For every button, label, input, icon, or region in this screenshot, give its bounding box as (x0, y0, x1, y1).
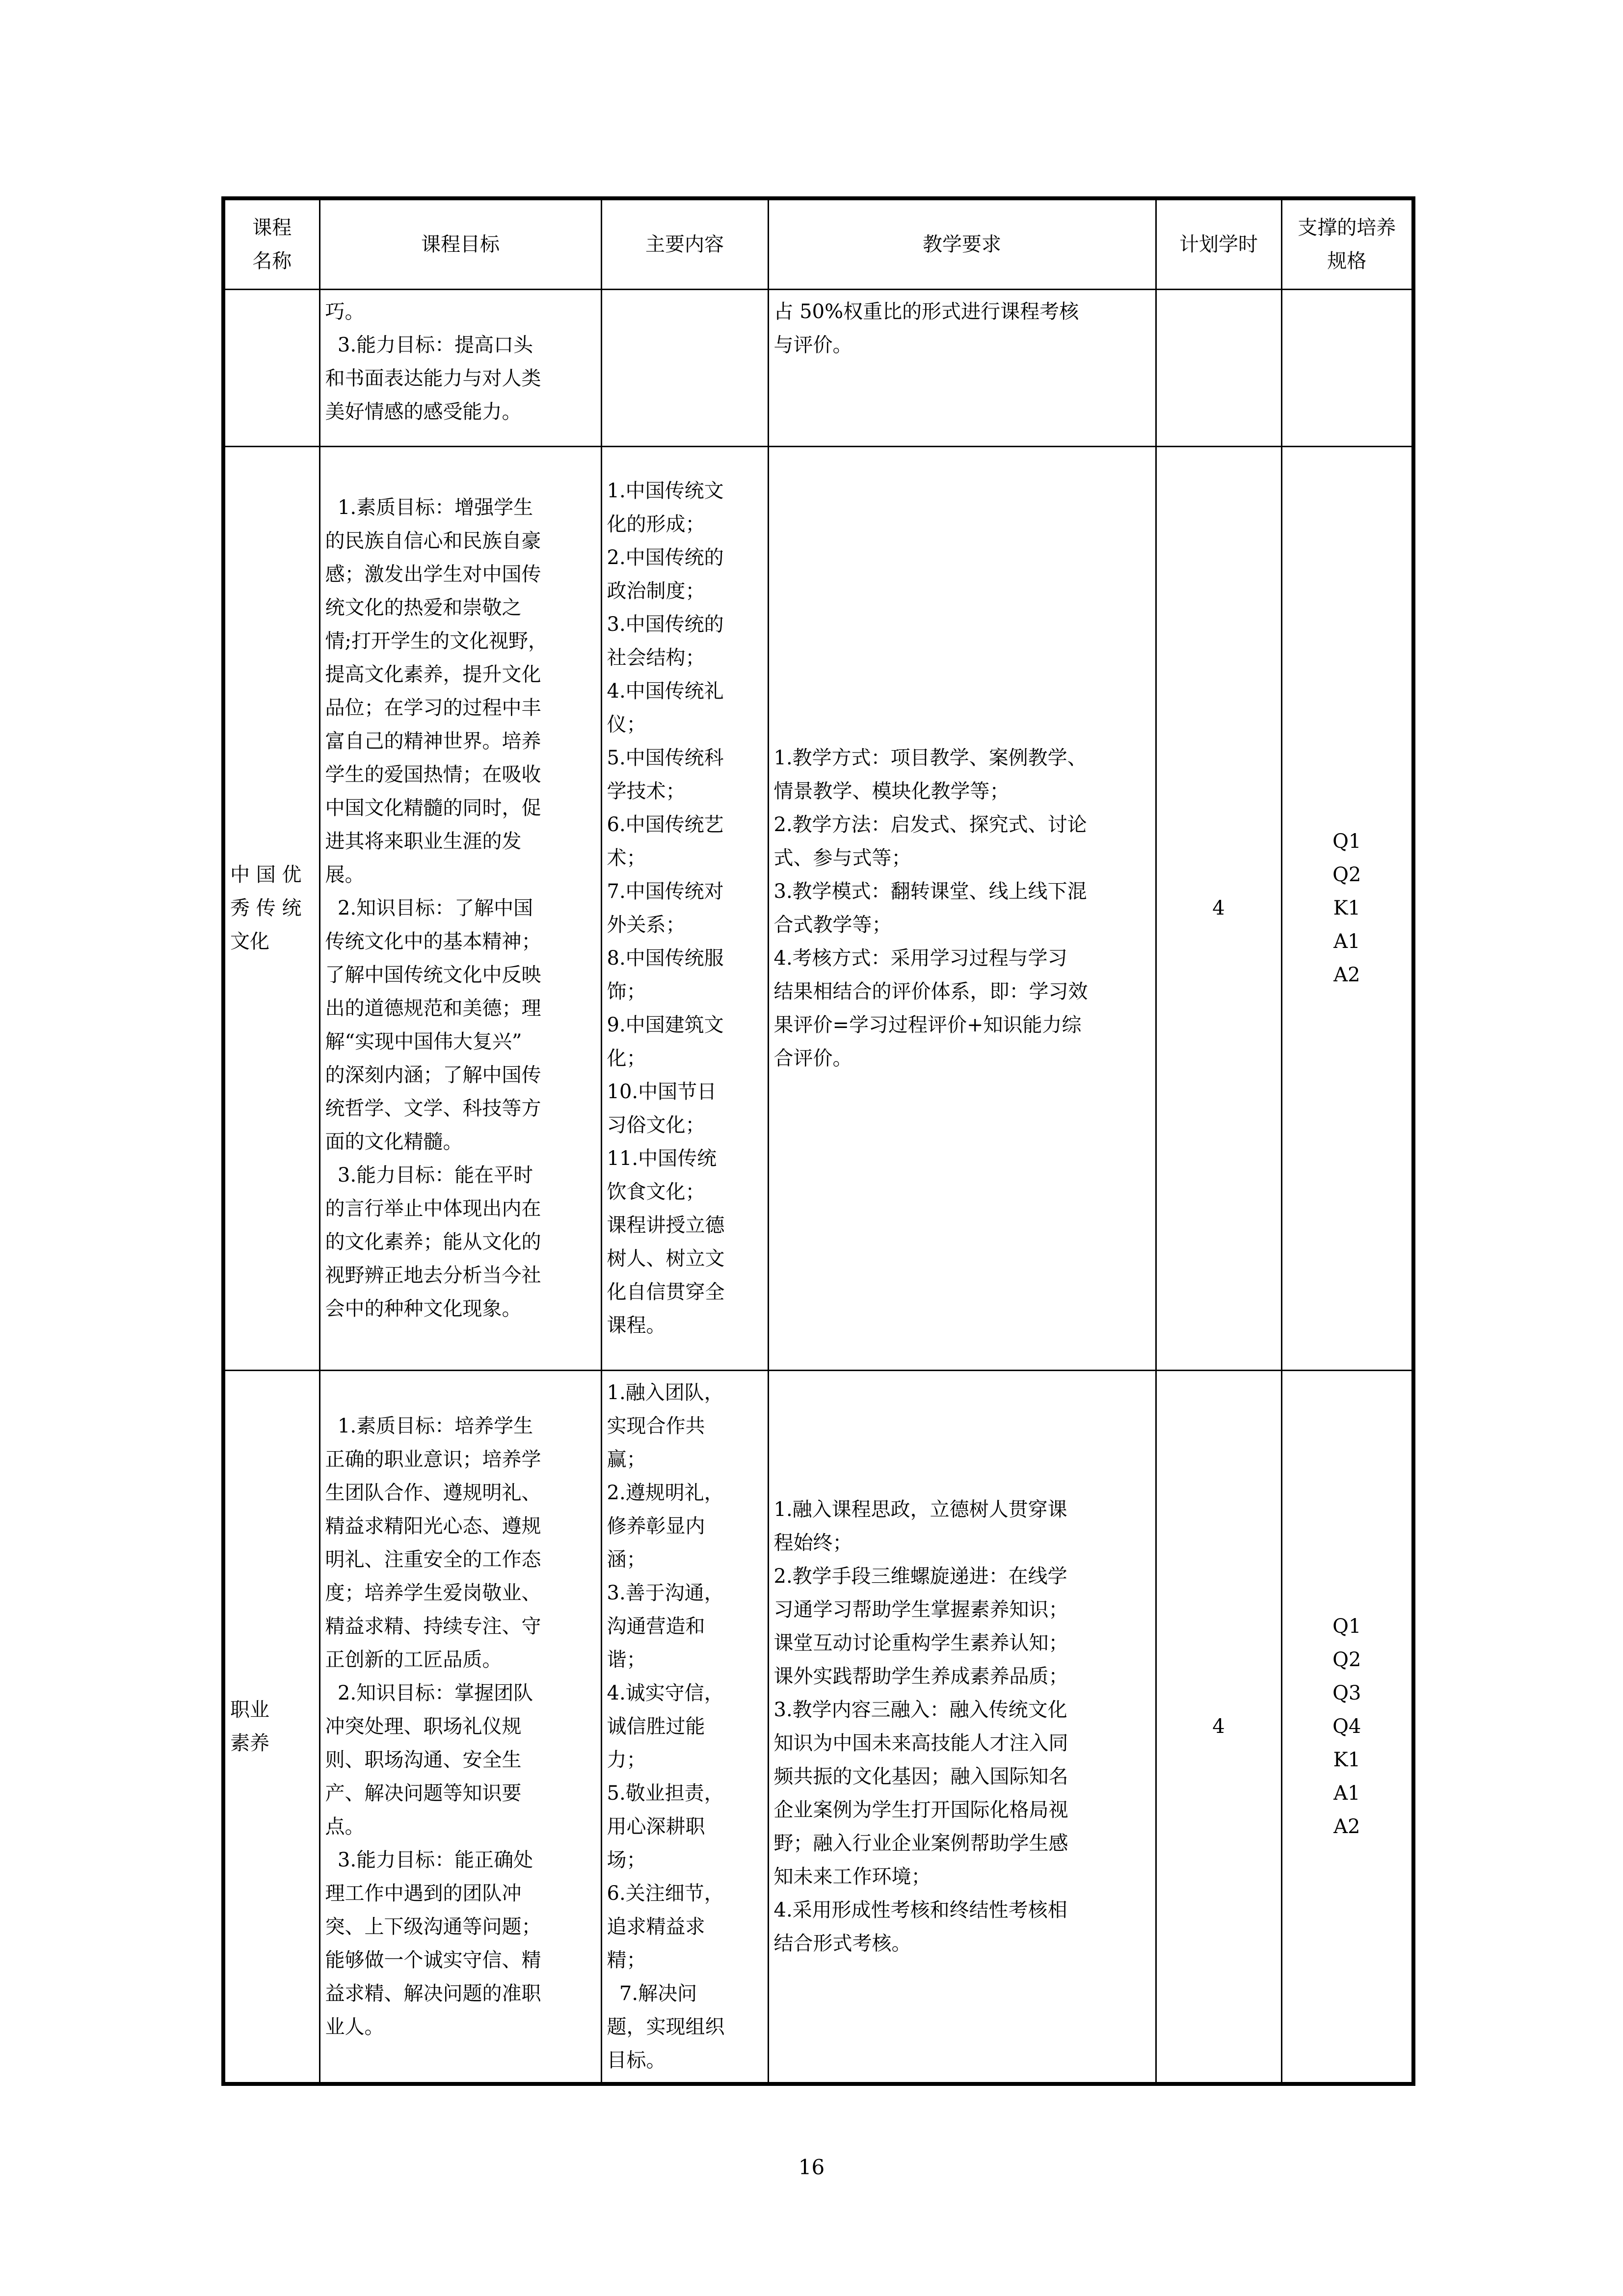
content-line: 7.中国传统对 (607, 880, 724, 903)
header-content: 主要内容 (601, 198, 768, 289)
requirements-line: 合评价。 (773, 1047, 852, 1070)
content-line: 用心深耕职 (607, 1815, 705, 1838)
hours-cell: 4 (1156, 446, 1281, 1370)
content-line: 1.融入团队， (607, 1381, 724, 1404)
objectives-line: 精益求精、持续专注、守 (325, 1615, 541, 1638)
spec-line: Q2 (1332, 864, 1361, 886)
objectives-line: 了解中国传统文化中反映 (325, 964, 541, 986)
requirements-line: 3.教学模式：翻转课堂、线上线下混 (773, 880, 1087, 903)
content-line: 习俗文化； (607, 1114, 705, 1136)
requirements-line: 课外实践帮助学生养成素养品质； (773, 1665, 1068, 1688)
content-line: 4.中国传统礼 (607, 680, 724, 702)
objectives-line: 美好情感的感受能力。 (325, 400, 522, 423)
objectives-line: 解“实现中国伟大复兴” (325, 1030, 522, 1053)
name-line: 文化 (230, 930, 269, 953)
content-line: 谐； (607, 1648, 646, 1671)
spec-line: K1 (1333, 1748, 1360, 1771)
requirements-line: 企业案例为学生打开国际化格局视 (773, 1798, 1068, 1821)
requirements-line: 2.教学方法：启发式、探究式、讨论 (773, 813, 1087, 836)
objectives-line: 提高文化素养，提升文化 (325, 663, 541, 686)
header-spec-line-2: 规格 (1327, 249, 1367, 272)
objectives-line: 3.能力目标：提高口头 (325, 333, 533, 356)
header-course-name-line-2: 名称 (252, 249, 292, 272)
spec-line: Q3 (1332, 1681, 1361, 1704)
objectives-line: 会中的种种文化现象。 (325, 1297, 522, 1320)
content-line: 实现合作共 (607, 1414, 705, 1437)
spec-line: A1 (1333, 930, 1360, 953)
name-line: 中 国 优 (230, 864, 302, 886)
content-cell (601, 1370, 768, 2084)
objectives-line: 2.知识目标：了解中国 (325, 897, 533, 919)
content-line: 7.解决问 (607, 1982, 697, 2005)
requirements-line: 合式教学等； (773, 914, 892, 936)
hours-cell: 4 (1156, 1370, 1281, 2084)
requirements-line: 3.教学内容三融入：融入传统文化 (773, 1698, 1067, 1721)
objectives-line: 正创新的工匠品质。 (325, 1648, 502, 1671)
content-line: 学技术； (607, 780, 686, 803)
content-line: 化的形成； (607, 513, 705, 536)
content-line: 政治制度； (607, 580, 705, 602)
requirements-line: 1.融入课程思政，立德树人贯穿课 (773, 1498, 1067, 1521)
requirements-line: 结合形式考核。 (773, 1932, 911, 1955)
objectives-line: 的民族自信心和民族自豪 (325, 530, 541, 552)
content-line: 术； (607, 847, 646, 869)
course-name-cell (223, 1370, 319, 2084)
content-line: 仪； (607, 713, 646, 736)
content-line: 涵； (607, 1548, 646, 1571)
requirements-line: 与评价。 (773, 333, 852, 356)
objectives-line: 统文化的热爱和崇敬之 (325, 596, 522, 619)
requirements-line: 4.考核方式：采用学习过程与学习 (773, 947, 1067, 970)
requirements-line: 知未来工作环境； (773, 1865, 931, 1888)
spec-line: Q1 (1332, 1615, 1361, 1638)
content-line: 树人、树立文 (607, 1247, 725, 1270)
table-row (223, 289, 1413, 446)
content-line: 5.中国传统科 (607, 747, 724, 769)
objectives-line: 冲突处理、职场礼仪规 (325, 1715, 522, 1738)
course-name-cell (223, 289, 319, 446)
objectives-line: 传统文化中的基本精神； (325, 930, 541, 953)
content-line: 课程讲授立德 (607, 1214, 725, 1237)
requirements-cell (768, 446, 1156, 1370)
requirements-line: 占 50%权重比的形式进行课程考核 (773, 300, 1079, 323)
header-requirements: 教学要求 (768, 198, 1156, 289)
objectives-line: 学生的爱国热情；在吸收 (325, 763, 541, 786)
content-line: 修养彰显内 (607, 1514, 705, 1538)
content-line: 精； (607, 1948, 646, 1972)
name-line: 秀 传 统 (230, 897, 302, 919)
requirements-line: 2.教学手段三维螺旋递进：在线学 (773, 1565, 1067, 1588)
spec-line: A2 (1333, 1815, 1360, 1838)
requirements-line: 知识为中国未来高技能人才注入同 (773, 1731, 1068, 1755)
objectives-line: 的深刻内涵；了解中国传 (325, 1064, 541, 1086)
objectives-cell (319, 1370, 601, 2084)
table-row (223, 446, 1413, 1370)
requirements-line: 4.采用形成性考核和终结性考核相 (773, 1898, 1067, 1921)
requirements-line: 情景教学、模块化教学等； (773, 780, 1010, 803)
content-line: 9.中国建筑文 (607, 1014, 724, 1036)
header-spec-line-1: 支撑的培养 (1298, 216, 1396, 239)
objectives-line: 视野辨正地去分析当今社 (325, 1264, 541, 1287)
requirements-line: 1.教学方式：项目教学、案例教学、 (773, 747, 1087, 769)
objectives-line: 业人。 (325, 2015, 384, 2038)
spec-line: Q2 (1332, 1648, 1361, 1671)
spec-line: Q1 (1332, 830, 1361, 853)
curriculum-table (221, 196, 1415, 2086)
header-course-name (223, 198, 319, 289)
content-line: 诚信胜过能 (607, 1715, 705, 1738)
objectives-line: 和书面表达能力与对人类 (325, 367, 541, 390)
content-line: 化； (607, 1047, 646, 1070)
content-line: 5.敬业担责， (607, 1782, 724, 1805)
objectives-line: 巧。 (325, 300, 365, 323)
content-line: 课程。 (607, 1314, 666, 1337)
content-line: 2.遵规明礼， (607, 1481, 724, 1504)
requirements-line: 程始终； (773, 1531, 852, 1554)
requirements-line: 结果相结合的评价体系，即：学习效 (773, 980, 1088, 1003)
page-number: 16 (798, 2155, 825, 2179)
objectives-line: 进其将来职业生涯的发 (325, 830, 522, 853)
content-cell (601, 289, 768, 446)
content-cell (601, 446, 768, 1370)
objectives-cell (319, 446, 601, 1370)
content-line: 6.关注细节， (607, 1882, 724, 1905)
objectives-line: 面的文化精髓。 (325, 1131, 463, 1153)
objectives-line: 出的道德规范和美德；理 (325, 997, 541, 1020)
name-line: 素养 (230, 1731, 269, 1755)
objectives-line: 2.知识目标：掌握团队 (325, 1681, 533, 1704)
requirements-line: 课堂互动讨论重构学生素养认知； (773, 1631, 1068, 1654)
content-line: 目标。 (607, 2049, 666, 2072)
objectives-line: 产、解决问题等知识要 (325, 1782, 522, 1805)
content-line: 8.中国传统服 (607, 947, 724, 970)
content-line: 3.善于沟通， (607, 1581, 724, 1604)
content-line: 题，实现组织 (607, 2015, 725, 2038)
content-line: 3.中国传统的 (607, 613, 724, 636)
content-line: 11.中国传统 (607, 1147, 717, 1170)
requirements-line: 习通学习帮助学生掌握素养知识； (773, 1598, 1068, 1621)
objectives-line: 度；培养学生爱岗敬业、 (325, 1581, 541, 1604)
spec-line: K1 (1333, 897, 1360, 919)
objectives-line: 突、上下级沟通等问题； (325, 1915, 541, 1938)
objectives-line: 明礼、注重安全的工作态 (325, 1548, 541, 1571)
objectives-line: 富自己的精神世界。培养 (325, 730, 541, 753)
spec-line: A1 (1333, 1782, 1360, 1805)
objectives-line: 展。 (325, 864, 365, 886)
objectives-line: 情;打开学生的文化视野， (325, 630, 548, 652)
header-spec (1281, 198, 1413, 289)
content-line: 赢； (607, 1448, 646, 1471)
spec-cell (1281, 446, 1413, 1370)
objectives-line: 感；激发出学生对中国传 (325, 563, 541, 586)
objectives-line: 则、职场沟通、安全生 (325, 1748, 522, 1771)
requirements-cell (768, 289, 1156, 446)
spec-line: A2 (1333, 964, 1360, 986)
objectives-line: 3.能力目标：能正确处 (325, 1848, 533, 1871)
content-line: 沟通营造和 (607, 1615, 705, 1638)
content-line: 追求精益求 (607, 1915, 705, 1938)
content-line: 6.中国传统艺 (607, 813, 724, 836)
course-name-cell (223, 446, 319, 1370)
objectives-line: 1.素质目标：培养学生 (325, 1414, 533, 1437)
content-line: 场； (607, 1848, 646, 1871)
content-line: 1.中国传统文 (607, 480, 724, 502)
content-line: 外关系； (607, 914, 686, 936)
objectives-line: 点。 (325, 1815, 365, 1838)
objectives-line: 品位；在学习的过程中丰 (325, 697, 541, 719)
objectives-line: 1.素质目标：增强学生 (325, 496, 533, 519)
content-line: 力； (607, 1748, 646, 1771)
content-line: 饮食文化； (607, 1181, 705, 1203)
objectives-line: 正确的职业意识；培养学 (325, 1448, 541, 1471)
objectives-line: 中国文化精髓的同时，促 (325, 797, 541, 819)
content-line: 4.诚实守信， (607, 1681, 724, 1704)
content-line: 2.中国传统的 (607, 546, 724, 569)
spec-line: Q4 (1332, 1715, 1361, 1738)
header-hours: 计划学时 (1156, 198, 1281, 289)
content-line: 饰； (607, 980, 646, 1003)
objectives-line: 精益求精阳光心态、遵规 (325, 1514, 541, 1538)
table-header-row (223, 198, 1413, 289)
table-row (223, 1370, 1413, 2084)
requirements-line: 果评价=学习过程评价+知识能力综 (773, 1014, 1082, 1036)
spec-cell (1281, 289, 1413, 446)
objectives-line: 统哲学、文学、科技等方 (325, 1097, 541, 1120)
objectives-line: 生团队合作、遵规明礼、 (325, 1481, 541, 1504)
requirements-line: 野；融入行业企业案例帮助学生感 (773, 1832, 1068, 1855)
objectives-line: 益求精、解决问题的准职 (325, 1982, 541, 2005)
spec-cell (1281, 1370, 1413, 2084)
hours-cell (1156, 289, 1281, 446)
objectives-line: 能够做一个诚实守信、精 (325, 1948, 541, 1972)
objectives-line: 的文化素养；能从文化的 (325, 1231, 541, 1253)
content-line: 化自信贯穿全 (607, 1281, 725, 1303)
content-line: 10.中国节日 (607, 1080, 717, 1103)
content-line: 社会结构； (607, 647, 705, 669)
objectives-cell (319, 289, 601, 446)
requirements-line: 频共振的文化基因；融入国际知名 (773, 1765, 1068, 1788)
requirements-line: 式、参与式等； (773, 847, 911, 869)
header-objectives: 课程目标 (319, 198, 601, 289)
objectives-line: 理工作中遇到的团队冲 (325, 1882, 522, 1905)
name-line: 职业 (230, 1698, 269, 1721)
objectives-line: 的言行举止中体现出内在 (325, 1197, 541, 1220)
requirements-cell (768, 1370, 1156, 2084)
objectives-line: 3.能力目标：能在平时 (325, 1164, 533, 1187)
header-course-name-line-1: 课程 (252, 216, 292, 239)
